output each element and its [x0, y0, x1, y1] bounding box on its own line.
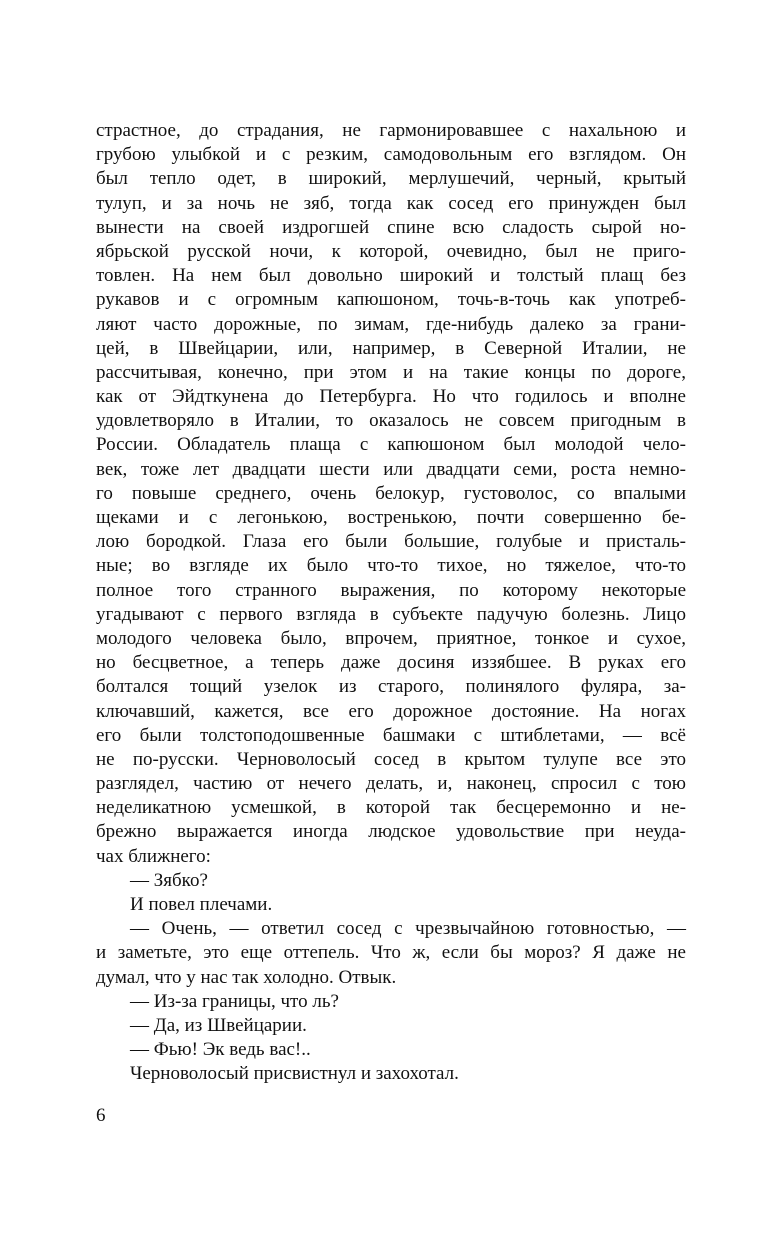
text-line: ные; во взгляде их было что-то тихое, но тяжелое, что-то — [96, 555, 686, 577]
text-line: щеками и с легонькою, востренькою, почти совершенно бе- — [96, 507, 686, 528]
body-text — [96, 119, 686, 1087]
text-line: товлен. На нем был довольно широкий и толстый плащ без — [96, 265, 686, 287]
text-line: вынести на своей издрогшей спине всю сладость сырой но- — [96, 216, 686, 238]
text-line: и заметьте, это еще оттепель. Что ж, если бы мороз? Я даже не — [96, 942, 686, 964]
text-line: брежно выражается иногда людское удовольствие при неуда- — [96, 821, 686, 843]
text-line: ключавший, кажется, все его дорожное достояние. На ногах — [96, 700, 686, 722]
text-line: но бесцветное, а теперь даже досиня иззябшее. В руках его — [96, 652, 686, 674]
text-line: тулуп, и за ночь не зяб, тогда как сосед его принужден был — [96, 192, 686, 214]
text-line: цей, в Швейцарии, или, например, в Северной Италии, не — [96, 337, 686, 359]
text-line: удовлетворяло в Италии, то оказалось не совсем пригодным в — [96, 410, 686, 432]
text-line: угадывают с первого взгляда в субъекте падучую болезнь. Лицо — [96, 603, 686, 625]
text-line: как от Эйдткунена до Петербурга. Но что годилось и вполне — [96, 386, 686, 408]
page-number: 6 — [96, 1105, 106, 1126]
text-line: полное того странного выражения, по которому некоторые — [96, 579, 686, 601]
dialogue-line: — Очень, — ответил сосед с чрезвычайною готовностью, — — [130, 918, 686, 940]
text-line: страстное, до страдания, не гармонировавшее с нахальною и — [96, 120, 686, 141]
text-line: молодого человека было, впрочем, приятное, тонкое и сухое, — [96, 627, 686, 649]
text-line: разглядел, частию от нечего делать, и, наконец, спросил с тою — [96, 773, 686, 795]
text-line: его были толстоподошвенные башмаки с штиблетами, — всё — [96, 724, 686, 746]
text-line: рукавов и с огромным капюшоном, точь-в-точь как употреб- — [96, 289, 686, 311]
text-line: И повел плечами. — [130, 894, 273, 915]
text-line: чах ближнего: — [96, 845, 211, 867]
text-line: ябрьской русской ночи, к которой, очевидно, был не приго- — [96, 240, 686, 262]
dialogue-line: — Зябко? — [130, 869, 208, 891]
text-line: грубою улыбкой и с резким, самодовольным его взглядом. Он — [96, 144, 686, 166]
dialogue-line: — Фью! Эк ведь вас!.. — [130, 1039, 311, 1061]
text-line: лою бородкой. Глаза его были большие, голубые и присталь- — [96, 531, 686, 553]
text-line: думал, что у нас так холодно. Отвык. — [96, 966, 397, 988]
text-line: ляют часто дорожные, по зимам, где-нибудь далеко за грани- — [96, 313, 686, 335]
text-line: го повыше среднего, очень белокур, густоволос, со впалыми — [96, 482, 686, 504]
text-line: был тепло одет, в широкий, мерлушечий, черный, крытый — [96, 168, 686, 190]
text-line: Черноволосый присвистнул и захохотал. — [130, 1063, 459, 1085]
text-line: неделикатною усмешкой, в которой так бесцеремонно и не- — [96, 797, 686, 819]
text-line: рассчитывая, конечно, при этом и на такие концы по дороге, — [96, 361, 686, 383]
text-line: век, тоже лет двадцати шести или двадцати семи, роста немно- — [96, 458, 686, 480]
dialogue-line: — Из-за границы, что ль? — [130, 990, 339, 1012]
text-line: России. Обладатель плаща с капюшоном был молодой чело- — [96, 434, 686, 456]
dialogue-line: — Да, из Швейцарии. — [130, 1014, 307, 1036]
text-line: болтался тощий узелок из старого, полинялого фуляра, за- — [96, 676, 686, 698]
text-line: не по-русски. Черноволосый сосед в крытом тулупе все это — [96, 748, 686, 770]
